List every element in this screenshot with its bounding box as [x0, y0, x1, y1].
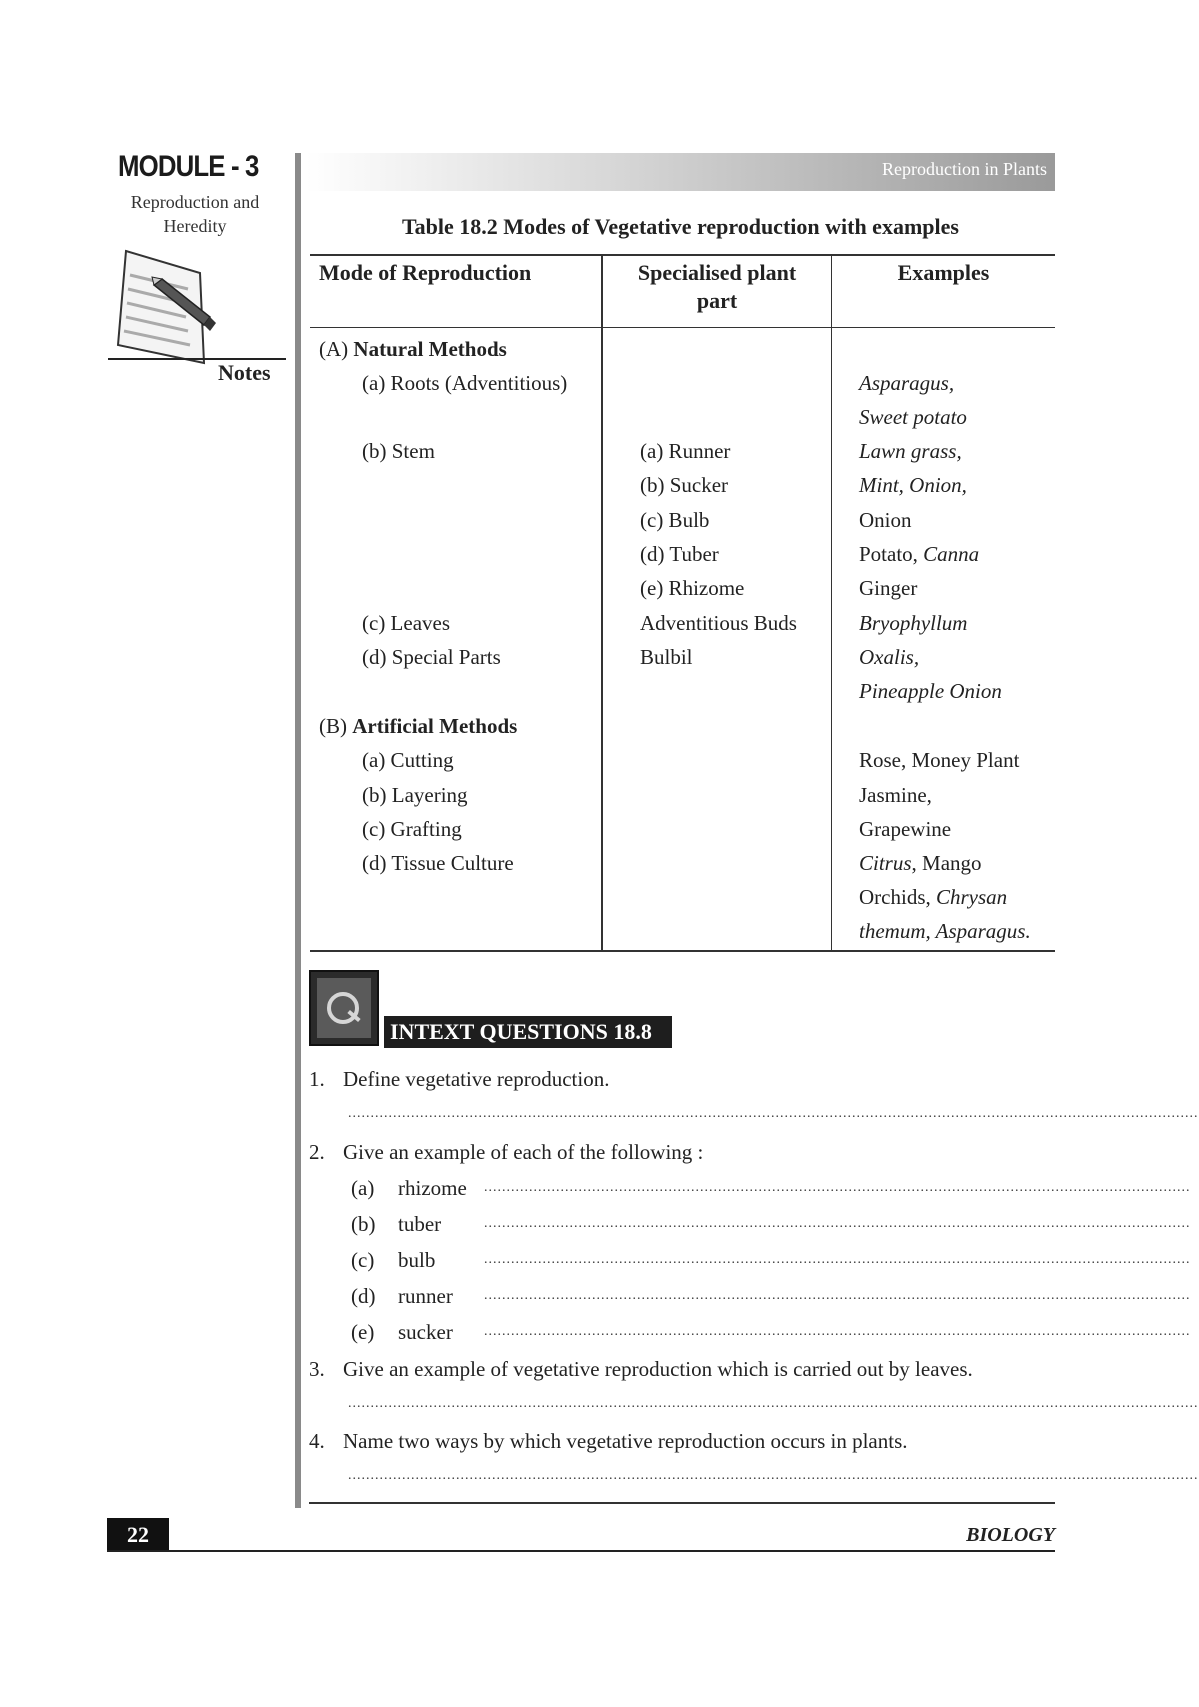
section-prefix: (A)	[319, 337, 349, 361]
table-cell-example: Ginger	[859, 576, 918, 600]
module-subtitle	[110, 190, 280, 238]
table-cell-part: (a) Runner	[640, 439, 731, 463]
example-text: Citrus	[859, 851, 912, 875]
table-cell-example	[859, 537, 979, 571]
table-cell-part: Bulbil	[640, 645, 693, 669]
column-header-part	[603, 259, 831, 315]
table-cell-part: (b) Sucker	[640, 473, 729, 497]
table-cell-example	[859, 880, 1007, 914]
sub-question-label: (b)	[351, 1212, 376, 1236]
table-cell-example: Jasmine,	[859, 783, 932, 807]
section-bottom-rule	[309, 1502, 1055, 1504]
example-text: Potato,	[859, 542, 918, 566]
chapter-title: Reproduction in Plants	[882, 159, 1047, 179]
notepad-pencil-icon	[108, 245, 218, 370]
section-prefix: (B)	[319, 714, 347, 738]
table-cell-example: Bryophyllum	[859, 611, 968, 635]
question-number: 4.	[309, 1429, 325, 1453]
sub-question-text: runner	[398, 1284, 453, 1308]
answer-line: .............................................................................................................................................................	[484, 1252, 1191, 1267]
sub-question-label: (e)	[351, 1320, 375, 1344]
table-cell-example: Lawn grass,	[859, 439, 962, 463]
table-cell-example: Asparagus,	[859, 371, 955, 395]
answer-line: .............................................................................................................................................................................................	[348, 1396, 1199, 1411]
table-row: (c) Leaves	[362, 611, 451, 635]
table-cell-part: (e) Rhizome	[640, 576, 745, 600]
example-text: , Mango	[911, 851, 982, 875]
table-cell-example: Pineapple Onion	[859, 679, 1002, 703]
answer-line: .............................................................................................................................................................	[484, 1180, 1191, 1195]
table-row: (d) Special Parts	[362, 645, 501, 669]
notes-label: Notes	[218, 360, 271, 385]
table-row: (b) Layering	[362, 783, 468, 807]
example-text: themum	[859, 919, 926, 943]
section-title: Natural Methods	[353, 337, 507, 361]
sub-question-text: sucker	[398, 1320, 453, 1344]
subject-name: BIOLOGY	[966, 1524, 1055, 1546]
page-number: 22	[107, 1518, 169, 1551]
table-column-divider	[831, 254, 832, 952]
intext-questions-title: INTEXT QUESTIONS 18.8	[384, 1016, 672, 1048]
module-subtitle-line1: Reproduction and	[130, 192, 260, 212]
sub-question-text: tuber	[398, 1212, 442, 1236]
sub-question-text: bulb	[398, 1248, 436, 1272]
sub-question-text: rhizome	[398, 1176, 467, 1200]
table-row: (c) Grafting	[362, 817, 462, 841]
question-text: Define vegetative reproduction.	[343, 1067, 610, 1091]
answer-line: .............................................................................................................................................................	[484, 1288, 1191, 1303]
example-text: , Asparagus.	[925, 919, 1031, 943]
question-number: 3.	[309, 1357, 325, 1381]
table-cell-example: Sweet potato	[859, 405, 967, 429]
table-cell-part: Adventitious Buds	[640, 611, 797, 635]
table-cell-example: Rose, Money Plant	[859, 748, 1020, 772]
table-cell-example: Grapewine	[859, 817, 952, 841]
example-text: Chrysan	[936, 885, 1008, 909]
answer-line: .............................................................................................................................................................	[484, 1216, 1191, 1231]
table-top-rule	[310, 254, 1055, 256]
table-cell-example	[859, 914, 1031, 948]
table-row: (a) Roots (Adventitious)	[362, 371, 568, 395]
table-row: (a) Cutting	[362, 748, 454, 772]
table-cell-example: Mint, Onion,	[859, 473, 967, 497]
section-artificial-methods	[319, 709, 517, 743]
table-cell-example: Onion	[859, 508, 912, 532]
module-subtitle-line2: Heredity	[163, 216, 227, 236]
table-caption: Table 18.2 Modes of Vegetative reproduction with examples	[402, 214, 959, 239]
table-cell-example: Oxalis,	[859, 645, 920, 669]
module-title: MODULE - 3	[118, 150, 259, 183]
footer-rule	[107, 1550, 1055, 1552]
table-row: (d) Tissue Culture	[362, 851, 514, 875]
answer-line: .............................................................................................................................................................................................	[348, 1106, 1199, 1121]
question-text: Give an example of each of the following :	[343, 1140, 704, 1164]
question-text: Name two ways by which vegetative reproduction occurs in plants.	[343, 1429, 908, 1453]
answer-line: .............................................................................................................................................................	[484, 1324, 1191, 1339]
column-header-part-line1: Specialised plant	[637, 260, 797, 285]
sub-question-label: (d)	[351, 1284, 376, 1308]
sub-question-label: (c)	[351, 1248, 375, 1272]
table-cell-part: (c) Bulb	[640, 508, 710, 532]
table-bottom-rule	[310, 950, 1055, 952]
table-header-rule	[310, 327, 1055, 328]
table-cell-part: (d) Tuber	[640, 542, 719, 566]
column-header-examples: Examples	[897, 260, 990, 285]
question-number: 1.	[309, 1067, 325, 1091]
question-text: Give an example of vegetative reproduction which is carried out by leaves.	[343, 1357, 973, 1381]
question-number: 2.	[309, 1140, 325, 1164]
section-title: Artificial Methods	[352, 714, 518, 738]
section-natural-methods	[319, 332, 507, 366]
table-row: (b) Stem	[362, 439, 435, 463]
answer-line: .............................................................................................................................................................................................	[348, 1468, 1199, 1483]
table-column-divider	[601, 254, 603, 952]
margin-vertical-bar	[295, 153, 301, 1508]
column-header-mode: Mode of Reproduction	[319, 260, 532, 285]
chapter-banner	[306, 153, 1055, 191]
example-text: Orchids,	[859, 885, 936, 909]
table-cell-example	[859, 846, 982, 880]
column-header-part-line2: part	[696, 288, 738, 313]
example-text: Canna	[923, 542, 980, 566]
sub-question-label: (a)	[351, 1176, 375, 1200]
question-icon	[309, 970, 379, 1046]
